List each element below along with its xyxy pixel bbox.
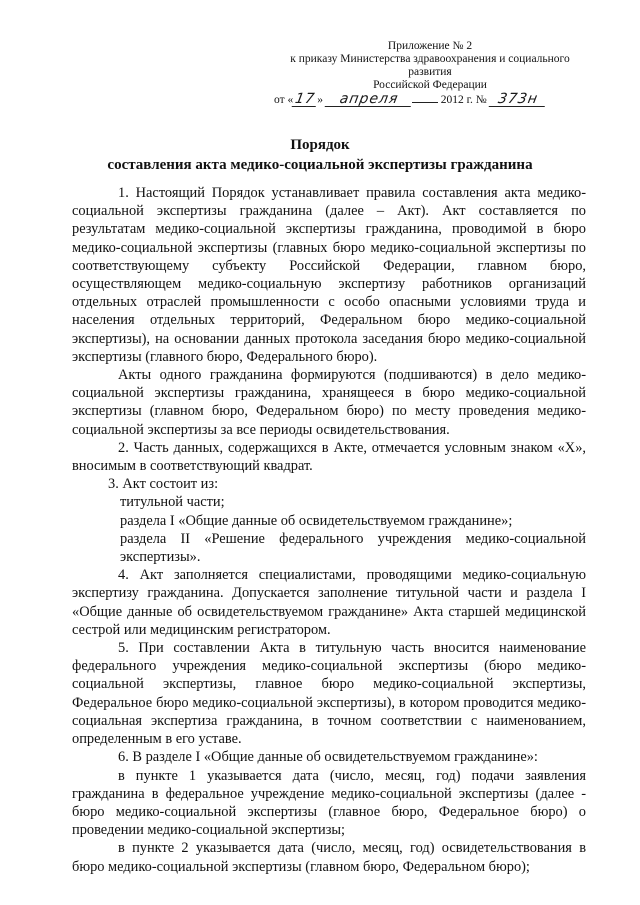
order-year: 2012 г. №: [440, 94, 487, 106]
handwritten-month: апреля: [325, 92, 414, 107]
order-date-line: [270, 92, 590, 107]
document-title: Порядок: [290, 137, 350, 153]
paragraph-6-item-2: в пункте 2 указывается дата (число, месяц, год) освидетельствования в бюро медико-социальной экспертизы (главном бюро, Федеральном бюро);: [72, 840, 586, 875]
list-item-section-1: раздела I «Общие данные об освидетельствуемом гражданине»;: [120, 512, 513, 529]
appendix-header: [270, 40, 590, 107]
list-item-section-2: раздела II «Решение федерального учреждения медико-социальной экспертизы».: [120, 530, 586, 566]
date-prefix: от «: [274, 94, 294, 106]
appendix-federation: Российской Федерации: [373, 79, 487, 91]
paragraph-3: 3. Акт состоит из:: [108, 476, 219, 493]
handwritten-day: 17: [292, 92, 319, 107]
appendix-label: Приложение № 2: [387, 40, 473, 52]
paragraph-acts: Акты одного гражданина формируются (подшиваются) в дело медико-социальной экспертизы гражданина, хранящееся в бюро медико-социальной экспертизы (главном бюро, Федеральном бюро) по месту проведения медико-социальной экспертизы за все периоды освидетельствования.: [72, 367, 586, 438]
appendix-order-ref: к приказу Министерства здравоохранения и социального развития: [290, 53, 570, 78]
paragraph-1: 1. Настоящий Порядок устанавливает правила составления акта медико-социальной экспертизы гражданина (далее – Акт). Акт составляется по результатам медико-социальной экспертизы гражданина, проводимой в бюро медико-социальной экспертизы (главных бюро медико-социальной экспертизы по соответствующему субъекту Российской Федерации, главном бюро, осуществляющем медико-социальную экспертизу работников организаций отдельных отраслей промышленности с особо опасными условиями труда и населения отдельных территорий, Федеральном бюро медико-социальной экспертизы), на основании данных протокола заседания бюро медико-социальной экспертизы (главного бюро, Федерального бюро).: [72, 185, 586, 365]
date-mid: »: [317, 94, 323, 106]
paragraph-6: 6. В разделе I «Общие данные об освидетельствуемом гражданине»:: [118, 749, 538, 766]
paragraph-6-item-1: в пункте 1 указывается дата (число, месяц, год) подачи заявления гражданина в федеральное учреждение медико-социальной экспертизы (далее - бюро медико-социальной экспертизы (главное бюро, Федеральное бюро) о проведении медико-социальной экспертизы;: [72, 767, 586, 839]
paragraph-4: 4. Акт заполняется специалистами, проводящими медико-социальную экспертизу гражданина. Допускается заполнение титульной части и раздела I «Общие данные об освидетельствуемом гражданине» Акта старшей медицинской сестрой или медицинским регистратором.: [72, 567, 586, 638]
paragraph-2: 2. Часть данных, содержащихся в Акте, отмечается условным знаком «Х», вносимым в соответствующий квадрат.: [72, 439, 586, 475]
handwritten-number: 373н: [488, 92, 547, 107]
document-subtitle: составления акта медико-социальной экспертизы гражданина: [107, 157, 533, 173]
paragraph-5: 5. При составлении Акта в титульную часть вносится наименование федерального учреждения медико-социальной экспертизы (бюро медико-социальной экспертизы, главное бюро медико-социальной экспертизы, Федеральное бюро медико-социальной экспертизы), в котором проводится медико-социальная экспертиза гражданина, в точном соответствии с наименованием, определенным в его уставе.: [72, 640, 586, 748]
list-item-title-part: титульной части;: [120, 494, 225, 511]
document-body: [72, 184, 586, 876]
